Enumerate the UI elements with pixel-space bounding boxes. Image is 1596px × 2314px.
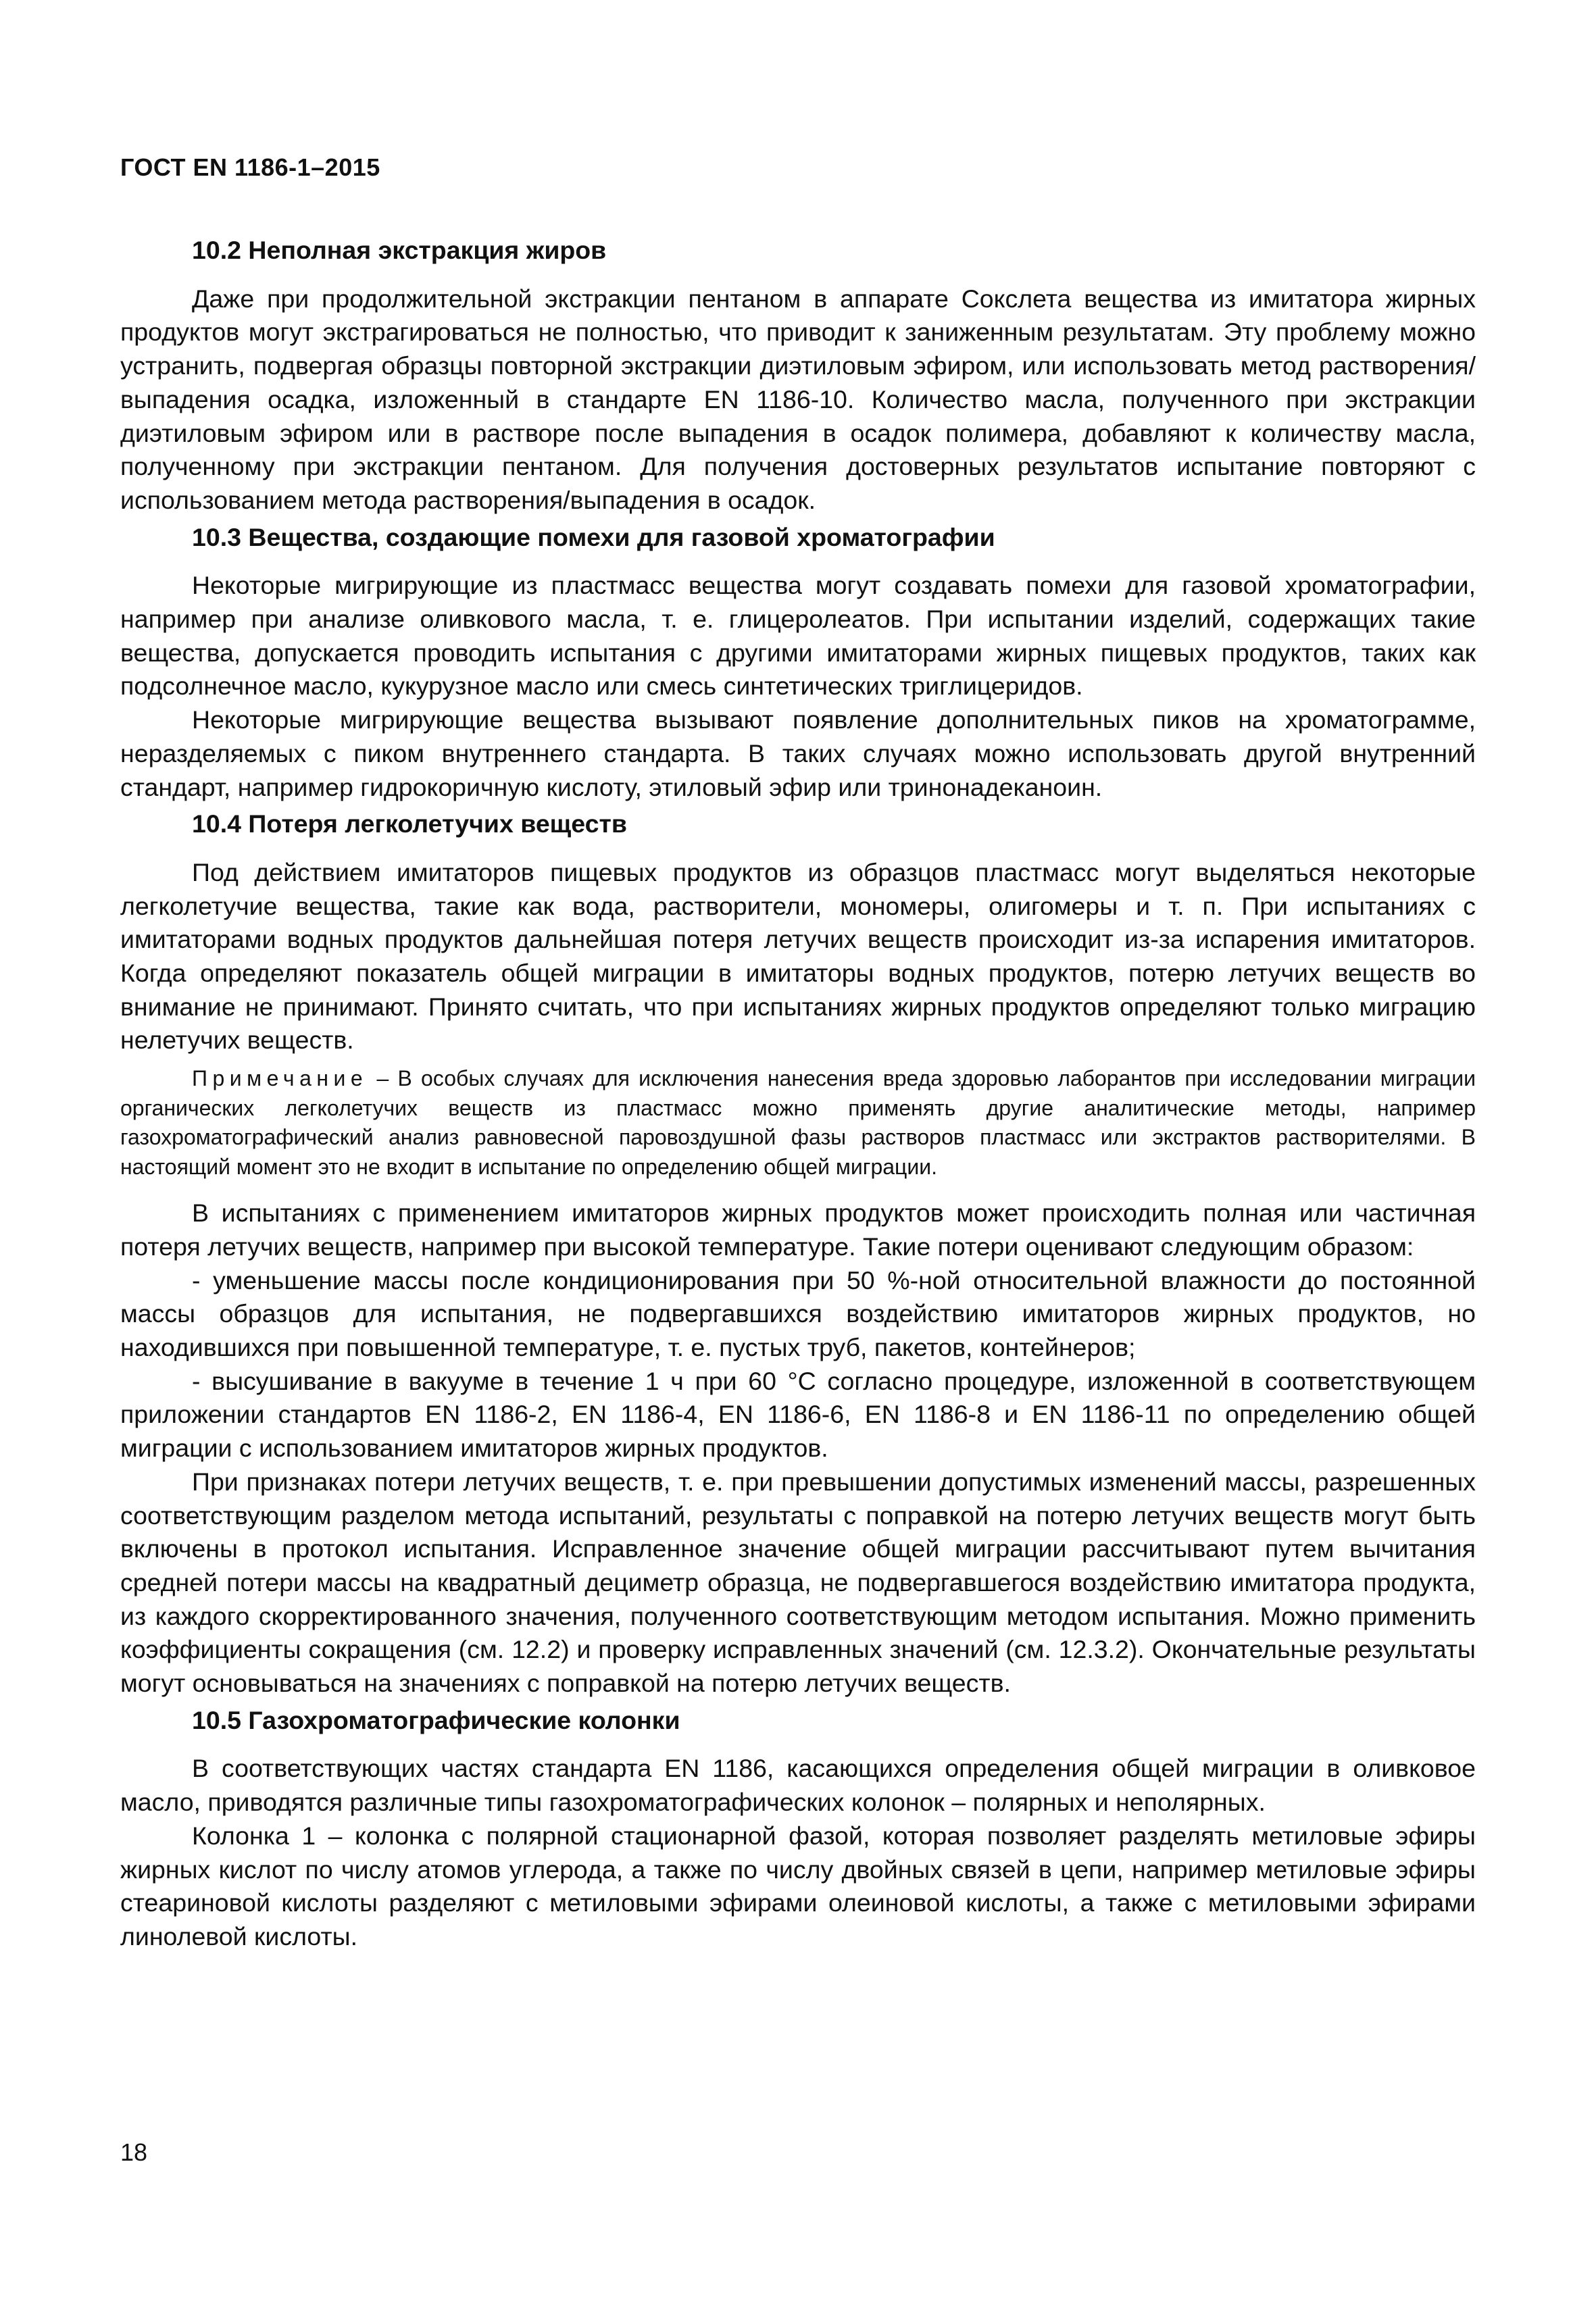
section-10-4-title: 10.4 Потеря легколетучих веществ <box>192 809 627 838</box>
paragraph: В соответствующих частях стандарта EN 1186, касающихся определения общей миграции в оливковое масло, приводятся различные типы газохроматографических колонок – полярных и неполярных. <box>120 1754 1476 1817</box>
paragraph: В испытаниях с применением имитаторов жирных продуктов может происходить полная или частичная потеря летучих веществ, например при высокой температуре. Такие потери оценивают следующим образом: <box>120 1199 1476 1261</box>
page-number: 18 <box>120 2138 148 2166</box>
list-item: - высушивание в вакууме в течение 1 ч при 60 °С согласно процедуре, изложенной в соответствующем приложении стандартов EN 1186-2, EN 1186-4, EN 1186-6, EN 1186-8 и EN 1186-11 по определению общей миграции с использованием имитаторов жирных продуктов. <box>120 1366 1476 1463</box>
paragraph: Некоторые мигрирующие из пластмасс вещества могут создавать помехи для газовой хроматографии, например при анализе оливкового масла, т. е. глицеролеатов. При испытании изделий, содержащих такие вещества, допускается проводить испытания с другими имитаторами жирных пищевых продуктов, таких как подсолнечное масло, кукурузное масло или смесь синтетических триглицеридов. <box>120 571 1476 701</box>
note <box>120 1064 1476 1182</box>
paragraph: Под действием имитаторов пищевых продуктов из образцов пластмасс могут выделяться некоторые легколетучие вещества, такие как вода, растворители, мономеры, олигомеры и т. п. При испытаниях с имитаторами водных продуктов дальнейшая потеря летучих веществ происходит из-за испарения имитаторов. Когда определяют показатель общей миграции в имитаторы водных продуктов, потерю летучих веществ во внимание не принимают. Принято считать, что при испытаниях жирных продуктов определяют только миграцию нелетучих веществ. <box>120 857 1476 1055</box>
note-label: Примечание <box>192 1066 368 1091</box>
standard-designation: ГОСТ EN 1186-1–2015 <box>120 153 380 181</box>
paragraph: Колонка 1 – колонка с полярной стационарной фазой, которая позволяет разделять метиловые эфиры жирных кислот по числу атомов углерода, а также по числу двойных связей в цепи, например метиловые эфиры стеариновой кислоты разделяют с метиловыми эфирами олеиновой кислоты, а также с метиловыми эфирами линолевой кислоты. <box>120 1821 1476 1951</box>
section-10-2-title: 10.2 Неполная экстракция жиров <box>192 236 607 264</box>
section-10-5-title: 10.5 Газохроматографические колонки <box>192 1705 680 1734</box>
section-10-3-title: 10.3 Вещества, создающие помехи для газовой хроматографии <box>192 522 995 551</box>
note-text: – В особых случаях для исключения нанесения вреда здоровью лаборантов при исследовании миграции органических легколетучих веществ из пластмасс можно применять другие аналитические методы, например газохроматографический анализ равновесной паровоздушной фазы растворов пластмасс или экстрактов растворителями. В настоящий момент это не входит в испытание по определению общей миграции. <box>120 1066 1476 1179</box>
paragraph: При признаках потери летучих веществ, т. е. при превышении допустимых изменений массы, разрешенных соответствующим разделом метода испытаний, результаты с поправкой на потерю летучих веществ могут быть включены в протокол испытания. Исправленное значение общей миграции рассчитывают путем вычитания средней потери массы на квадратный дециметр образца, не подвергавшегося воздействию имитатора продукта, из каждого скорректированного значения, полученного соответствующим методом испытания. Можно применить коэффициенты сокращения (см. 12.2) и проверку исправленных значений (см. 12.3.2). Окончательные результаты могут основываться на значениях с поправкой на потерю летучих веществ. <box>120 1467 1476 1698</box>
paragraph: Некоторые мигрирующие вещества вызывают появление дополнительных пиков на хроматограмме, неразделяемых с пиком внутреннего стандарта. В таких случаях можно использовать другой внутренний стандарт, например гидрокоричную кислоту, этиловый эфир или тринонадеканоин. <box>120 705 1476 801</box>
paragraph: Даже при продолжительной экстракции пентаном в аппарате Сокслета вещества из имитатора жирных продуктов могут экстрагироваться не полностью, что приводит к заниженным результатам. Эту проблему можно устранить, подвергая образцы повторной экстракции диэтиловым эфиром, или использовать метод растворения/ выпадения осадка, изложенный в стандарте EN 1186-10. Количество масла, полученного при экстракции диэтиловым эфиром или в растворе после выпадения в осадок полимера, добавляют к количеству масла, полученному при экстракции пентаном. Для получения достоверных результатов испытание повторяют с использованием метода растворения/выпадения в осадок. <box>120 284 1476 514</box>
list-item: - уменьшение массы после кондиционирования при 50 %-ной относительной влажности до постоянной массы образцов для испытания, не подвергавшихся воздействию имитаторов жирных продуктов, но находившихся при повышенной температуре, т. е. пустых труб, пакетов, контейнеров; <box>120 1265 1476 1361</box>
document-body <box>120 234 1476 1954</box>
